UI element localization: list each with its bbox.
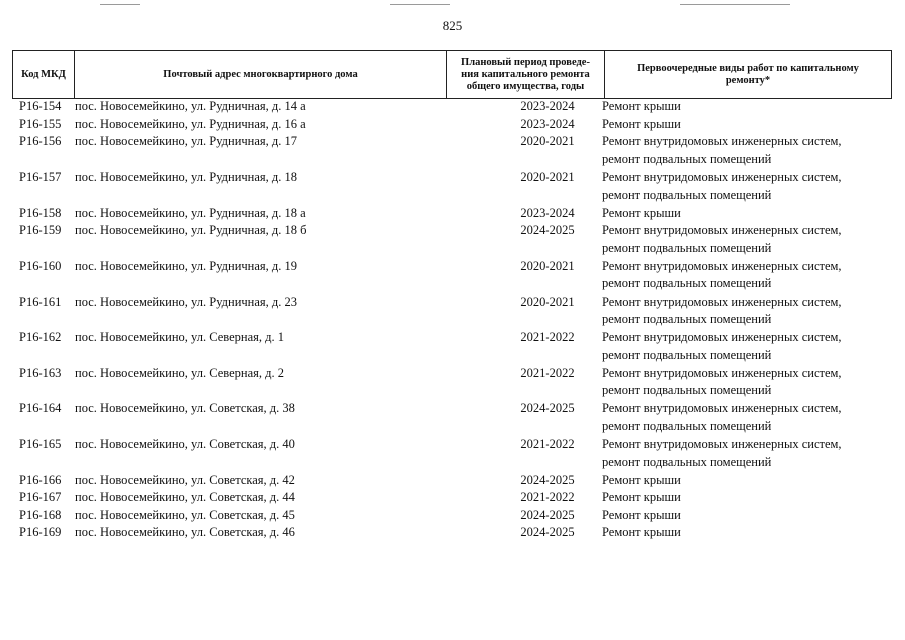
row-address: пос. Новосемейкино, ул. Рудничная, д. 19 — [75, 258, 298, 273]
row-works: Ремонт крыши — [602, 507, 681, 522]
header-works: Первоочередные виды работ по капитальному ремонту* — [604, 51, 892, 98]
row-period: 2024-2025 — [520, 472, 575, 487]
header-code: Код МКД — [12, 51, 74, 98]
row-works: Ремонт крыши — [602, 472, 681, 487]
row-period: 2024-2025 — [520, 401, 575, 415]
row-address: пос. Новосемейкино, ул. Рудничная, д. 18 а — [75, 205, 306, 220]
row-period: 2020-2021 — [520, 170, 575, 184]
row-works: Ремонт внутридомовых инженерных систем, ремонт подвальных помещений — [602, 258, 842, 291]
row-code: Р16-154 — [19, 99, 62, 113]
scan-top-edge-line — [390, 4, 450, 5]
row-period: 2021-2022 — [520, 437, 575, 451]
row-period: 2023-2024 — [520, 99, 575, 113]
row-code: Р16-169 — [19, 525, 62, 539]
row-address: пос. Новосемейкино, ул. Советская, д. 40 — [75, 437, 295, 451]
page-number: 825 — [442, 18, 463, 33]
row-code: Р16-160 — [19, 258, 62, 273]
row-period: 2024-2025 — [520, 507, 575, 522]
row-address: пос. Новосемейкино, ул. Рудничная, д. 23 — [75, 294, 298, 309]
row-works: Ремонт крыши — [602, 525, 681, 539]
table-header — [12, 50, 892, 99]
row-works: Ремонт внутридомовых инженерных систем, ремонт подвальных помещений — [602, 223, 842, 255]
row-period: 2024-2025 — [520, 223, 575, 237]
row-period: 2023-2024 — [520, 205, 575, 220]
row-address: пос. Новосемейкино, ул. Рудничная, д. 16 а — [75, 116, 306, 131]
row-code: Р16-165 — [19, 437, 62, 451]
row-period: 2021-2022 — [520, 330, 575, 344]
row-address: пос. Новосемейкино, ул. Советская, д. 45 — [75, 507, 295, 522]
row-address: пос. Новосемейкино, ул. Советская, д. 42 — [75, 472, 295, 487]
row-works: Ремонт крыши — [602, 490, 681, 504]
row-works: Ремонт внутридомовых инженерных систем, ремонт подвальных помещений — [602, 437, 842, 469]
row-period: 2024-2025 — [520, 525, 575, 539]
row-address: пос. Новосемейкино, ул. Советская, д. 38 — [75, 401, 295, 415]
row-code: Р16-162 — [19, 330, 62, 344]
row-period: 2021-2022 — [520, 365, 575, 380]
row-period: 2020-2021 — [520, 258, 575, 273]
row-works: Ремонт крыши — [602, 99, 681, 113]
row-period: 2023-2024 — [520, 116, 575, 131]
scan-top-edge-line — [680, 4, 790, 5]
row-code: Р16-161 — [19, 294, 62, 309]
row-code: Р16-156 — [19, 134, 62, 148]
scan-top-edge-line — [100, 4, 140, 5]
row-address: пос. Новосемейкино, ул. Рудничная, д. 18 — [75, 170, 298, 184]
header-period: Плановый период проведе- ния капитального ремонта общего имущества, годы — [446, 51, 604, 98]
row-address: пос. Новосемейкино, ул. Рудничная, д. 18 б — [75, 223, 307, 237]
row-works: Ремонт внутридомовых инженерных систем, ремонт подвальных помещений — [602, 170, 842, 202]
row-works: Ремонт крыши — [602, 116, 681, 131]
row-period: 2020-2021 — [520, 294, 575, 309]
row-address: пос. Новосемейкино, ул. Рудничная, д. 14 а — [75, 99, 306, 113]
row-code: Р16-163 — [19, 365, 62, 380]
row-code: Р16-157 — [19, 170, 62, 184]
row-works: Ремонт внутридомовых инженерных систем, ремонт подвальных помещений — [602, 134, 842, 166]
row-works: Ремонт внутридомовых инженерных систем, ремонт подвальных помещений — [602, 401, 842, 433]
row-works: Ремонт внутридомовых инженерных систем, ремонт подвальных помещений — [602, 365, 842, 398]
row-address: пос. Новосемейкино, ул. Советская, д. 44 — [75, 490, 295, 504]
row-period: 2020-2021 — [520, 134, 575, 148]
row-code: Р16-167 — [19, 490, 62, 504]
row-code: Р16-166 — [19, 472, 62, 487]
row-works: Ремонт внутридомовых инженерных систем, ремонт подвальных помещений — [602, 294, 842, 327]
row-works: Ремонт крыши — [602, 205, 681, 220]
row-code: Р16-159 — [19, 223, 62, 237]
row-code: Р16-164 — [19, 401, 62, 415]
row-code: Р16-168 — [19, 507, 62, 522]
row-code: Р16-155 — [19, 116, 62, 131]
row-address: пос. Новосемейкино, ул. Рудничная, д. 17 — [75, 134, 298, 148]
header-address: Почтовый адрес многоквартирного дома — [74, 51, 446, 98]
row-address: пос. Новосемейкино, ул. Северная, д. 1 — [75, 330, 285, 344]
row-period: 2021-2022 — [520, 490, 575, 504]
row-works: Ремонт внутридомовых инженерных систем, ремонт подвальных помещений — [602, 330, 842, 362]
row-address: пос. Новосемейкино, ул. Советская, д. 46 — [75, 525, 295, 539]
row-address: пос. Новосемейкино, ул. Северная, д. 2 — [75, 365, 285, 380]
row-code: Р16-158 — [19, 205, 62, 220]
